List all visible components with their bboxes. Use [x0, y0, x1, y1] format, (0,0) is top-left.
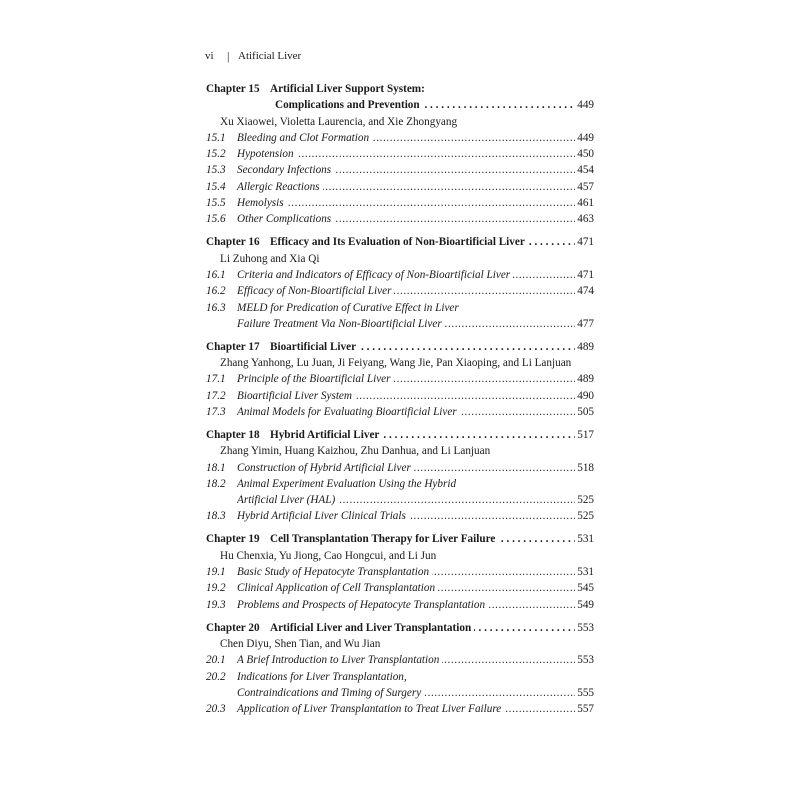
section-page: 555 [577, 686, 594, 699]
section-number: 18.1 [206, 461, 226, 474]
chapter-heading-cont[interactable] [206, 97, 594, 113]
chapter-heading[interactable] [206, 339, 594, 355]
section-title: Application of Liver Transplantation to Treat Liver Failure [237, 703, 502, 716]
section-number: 18.3 [206, 510, 226, 523]
toc-entry[interactable] [206, 300, 594, 316]
chapter-title: Artificial Liver Support System: [270, 83, 425, 95]
section-page: 557 [577, 703, 594, 716]
toc-entry-cont[interactable] [206, 685, 594, 701]
section-page: 549 [577, 598, 594, 611]
section-page: 525 [577, 494, 594, 507]
chapter-title-cont: Complications and Prevention [275, 99, 423, 111]
toc-entry[interactable] [206, 404, 594, 420]
toc-entry[interactable] [206, 580, 594, 596]
header-separator: | [227, 49, 230, 63]
toc-entry[interactable] [206, 460, 594, 476]
section-number: 15.6 [206, 213, 226, 226]
toc-entry-cont[interactable] [206, 316, 594, 332]
chapter-heading[interactable] [206, 531, 594, 547]
chapter-heading[interactable] [206, 620, 594, 636]
chapter-heading[interactable] [206, 81, 594, 97]
chapter-page: 553 [577, 621, 594, 634]
chapter-authors: Chen Diyu, Shen Tian, and Wu Jian [220, 637, 381, 650]
toc-entry[interactable] [206, 669, 594, 685]
section-title: Basic Study of Hepatocyte Transplantation [237, 566, 430, 579]
chapter-16 [206, 234, 594, 332]
chapter-label: Chapter 19 [206, 533, 260, 546]
section-page: 489 [577, 373, 594, 386]
toc-entry[interactable] [206, 146, 594, 162]
chapter-15 [206, 81, 594, 228]
section-number: 15.3 [206, 164, 226, 177]
section-page: 461 [577, 197, 594, 210]
toc-entry[interactable] [206, 371, 594, 387]
section-number: 20.3 [206, 703, 226, 716]
section-title: Hypotension [237, 148, 294, 161]
chapter-label: Chapter 18 [206, 429, 260, 441]
toc-entry-cont[interactable] [206, 492, 594, 508]
section-title: Efficacy of Non-Bioartificial Liver [237, 285, 392, 298]
chapter-page: 449 [577, 99, 594, 112]
section-title: Bioartificial Liver System [237, 389, 352, 402]
section-title: Criteria and Indicators of Efficacy of Non-Bioartificial Liver [237, 268, 511, 281]
section-title: Other Complications [237, 213, 332, 226]
section-title: Animal Models for Evaluating Bioartificial Liver [237, 406, 457, 419]
section-number: 20.1 [206, 654, 226, 667]
toc-entry[interactable] [206, 211, 594, 227]
chapter-authors: Zhang Yimin, Huang Kaizhou, Zhu Danhua, and Li Lanjuan [220, 445, 491, 458]
section-number: 19.1 [206, 566, 226, 579]
chapter-authors: Xu Xiaowei, Violetta Laurencia, and Xie Zhongyang [220, 115, 458, 128]
section-title: Secondary Infections [237, 164, 332, 177]
section-title: Hemolysis [237, 197, 284, 210]
running-head [205, 50, 594, 68]
section-number: 16.1 [206, 268, 226, 281]
section-title: Allergic Reactions [237, 180, 320, 193]
section-title: Animal Experiment Evaluation Using the Hybrid [237, 477, 457, 490]
section-page: 553 [577, 654, 594, 667]
section-page: 490 [577, 389, 594, 402]
chapter-17 [206, 339, 594, 420]
chapter-authors: Zhang Yanhong, Lu Juan, Ji Feiyang, Wang Jie, Pan Xiaoping, and Li Lanjuan [220, 357, 572, 370]
section-number: 17.1 [206, 373, 226, 386]
chapter-title: Cell Transplantation Therapy for Liver Failure [270, 533, 496, 546]
section-title-cont: Artificial Liver (HAL) [237, 494, 338, 506]
section-page: 474 [577, 285, 594, 298]
section-page: 525 [577, 510, 594, 523]
chapter-title: Artificial Liver and Liver Transplantation [270, 621, 472, 634]
chapter-page: 531 [577, 533, 594, 546]
toc-entry[interactable] [206, 179, 594, 195]
section-page: 531 [577, 566, 594, 579]
chapter-title: Hybrid Artificial Liver [270, 429, 380, 441]
section-page: 545 [577, 582, 594, 595]
section-page: 454 [577, 164, 594, 177]
section-title: Principle of the Bioartificial Liver [237, 373, 391, 386]
section-number: 19.2 [206, 582, 226, 595]
chapter-page: 517 [577, 429, 594, 441]
chapter-authors: Hu Chenxia, Yu Jiong, Cao Hongcui, and Li Jun [220, 549, 437, 562]
toc-entry[interactable] [206, 162, 594, 178]
section-number: 16.3 [206, 301, 226, 314]
toc-entry[interactable] [206, 195, 594, 211]
chapter-title: Bioartificial Liver [270, 340, 357, 353]
toc-entry[interactable] [206, 597, 594, 613]
section-title: Construction of Hybrid Artificial Liver [237, 461, 411, 474]
section-page: 477 [577, 317, 594, 330]
section-title: A Brief Introduction to Liver Transplantation [237, 654, 440, 667]
section-title: Problems and Prospects of Hepatocyte Transplantation [237, 598, 486, 611]
section-number: 15.1 [206, 131, 226, 144]
section-title: Clinical Application of Cell Transplantation [237, 582, 436, 595]
chapter-20 [206, 620, 594, 718]
section-page: 457 [577, 180, 594, 193]
page-folio: vi [205, 50, 214, 62]
chapter-label: Chapter 17 [206, 340, 260, 353]
toc-entry[interactable] [206, 652, 594, 668]
section-number: 17.2 [206, 389, 226, 402]
chapter-title: Efficacy and Its Evaluation of Non-Bioartificial Liver [270, 236, 525, 249]
chapter-label: Chapter 15 [206, 83, 260, 95]
chapter-page: 489 [577, 340, 594, 353]
toc-entry[interactable] [206, 283, 594, 299]
chapter-label: Chapter 20 [206, 621, 260, 634]
section-page: 518 [577, 461, 594, 474]
chapter-page: 471 [577, 236, 594, 249]
toc-entry[interactable] [206, 267, 594, 283]
section-page: 463 [577, 213, 594, 226]
chapter-authors: Li Zuhong and Xia Qi [220, 252, 320, 265]
section-title: MELD for Predication of Curative Effect in Liver [237, 301, 459, 314]
section-number: 15.2 [206, 148, 226, 161]
toc-entry[interactable] [206, 130, 594, 146]
toc-page [206, 50, 594, 717]
section-number: 19.3 [206, 598, 226, 611]
section-page: 450 [577, 148, 594, 161]
section-number: 20.2 [206, 670, 226, 683]
section-number: 16.2 [206, 285, 226, 298]
section-number: 17.3 [206, 406, 226, 419]
chapter-18 [206, 427, 594, 525]
chapter-label: Chapter 16 [206, 236, 260, 249]
section-title-cont: Contraindications and Timing of Surgery [237, 687, 424, 699]
section-page: 471 [577, 268, 594, 281]
toc-entry[interactable] [206, 701, 594, 717]
section-page: 505 [577, 406, 594, 419]
toc-entry[interactable] [206, 388, 594, 404]
toc-entry[interactable] [206, 564, 594, 580]
book-title: Atificial Liver [238, 50, 302, 62]
table-of-contents [206, 81, 594, 717]
toc-entry[interactable] [206, 476, 594, 492]
section-number: 15.4 [206, 180, 226, 193]
section-title: Indications for Liver Transplantation, [237, 670, 407, 683]
section-title: Hybrid Artificial Liver Clinical Trials [237, 510, 406, 523]
toc-entry[interactable] [206, 508, 594, 524]
section-title: Bleeding and Clot Formation [237, 131, 370, 144]
section-number: 18.2 [206, 477, 226, 490]
chapter-heading[interactable] [206, 234, 594, 250]
section-number: 15.5 [206, 197, 226, 210]
section-title-cont: Failure Treatment Via Non-Bioartificial Liver [237, 318, 445, 330]
section-page: 449 [577, 131, 594, 144]
chapter-heading[interactable] [206, 427, 594, 443]
chapter-19 [206, 531, 594, 612]
